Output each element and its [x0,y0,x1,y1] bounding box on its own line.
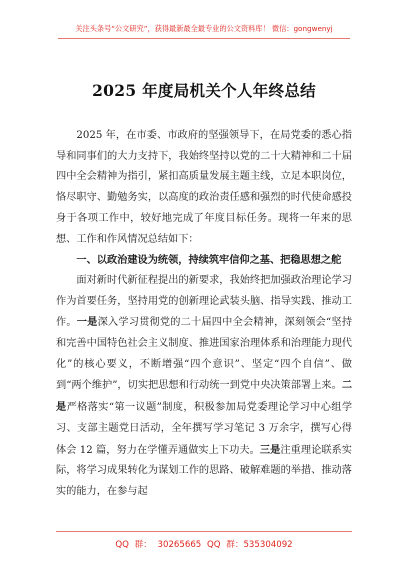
paragraph-text: 注重理论联系实际，将学习成果转化为谋划工作的思路、破解难题的举措、推动落实的能力，在参与起 [56,444,352,497]
paragraph-text: 深入学习贯彻党的二十届四中全会精神，深刻领会“坚持和完善中国特色社会主义制度、推进国家治理体系和治理能力现代化”的核心要义，不断增强“四个意识”、坚定“四个自信”、做到“两个维护”，切实把思想和行动统一到党中央决策部署上来。 [56,317,353,392]
header-divider [58,38,350,39]
document-body [56,126,352,503]
paragraph-text: 面对新时代新征程提出的新要求，我始终把加强政治理论学习作为首要任务，坚持用党的创新理论武装头脑、指导实践、推动工作。 [56,274,352,329]
intro-paragraph: 2025 年，在市委、市政府的坚强领导下，在局党委的悉心指导和同事们的大力支持下，我始终坚持以党的二十大精神和二十届四中全会精神为指引，紧扣高质量发展主题主线，立足本职岗位，恪尽职守、勤勉务实，以高度的政治责任感和强烈的时代使命感投身于各项工作中，较好地完成了年度目标任务。现将一年来的思想、工作和作风情况总结如下： [56,130,352,245]
body-paragraph [56,271,352,503]
lead-marker: 一是 [76,316,98,329]
section-heading: 一、以政治建设为统领，持续筑牢信仰之基、把稳思想之舵 [76,254,342,267]
lead-marker: 三是 [259,443,281,456]
footer-divider [56,531,352,532]
paragraph-text: 严格落实“第一议题”制度，积极参加局党委理论学习中心组学习、支部主题党日活动，全年撰写学习笔记 3 万余字，撰写心得体会 12 篇，努力在学懂弄通做实上下功夫。 [56,402,353,456]
lead-marker: 二是 [56,379,352,414]
footer-contact: QQ 群： 30265665 QQ 群：535304092 [115,540,293,550]
header-banner: 关注头条号“公文研究”，获得最新最全最专业的公文资料库！ 微信：gongwenyj [75,24,333,33]
document-title: 2025 年度局机关个人年终总结 [92,81,316,100]
